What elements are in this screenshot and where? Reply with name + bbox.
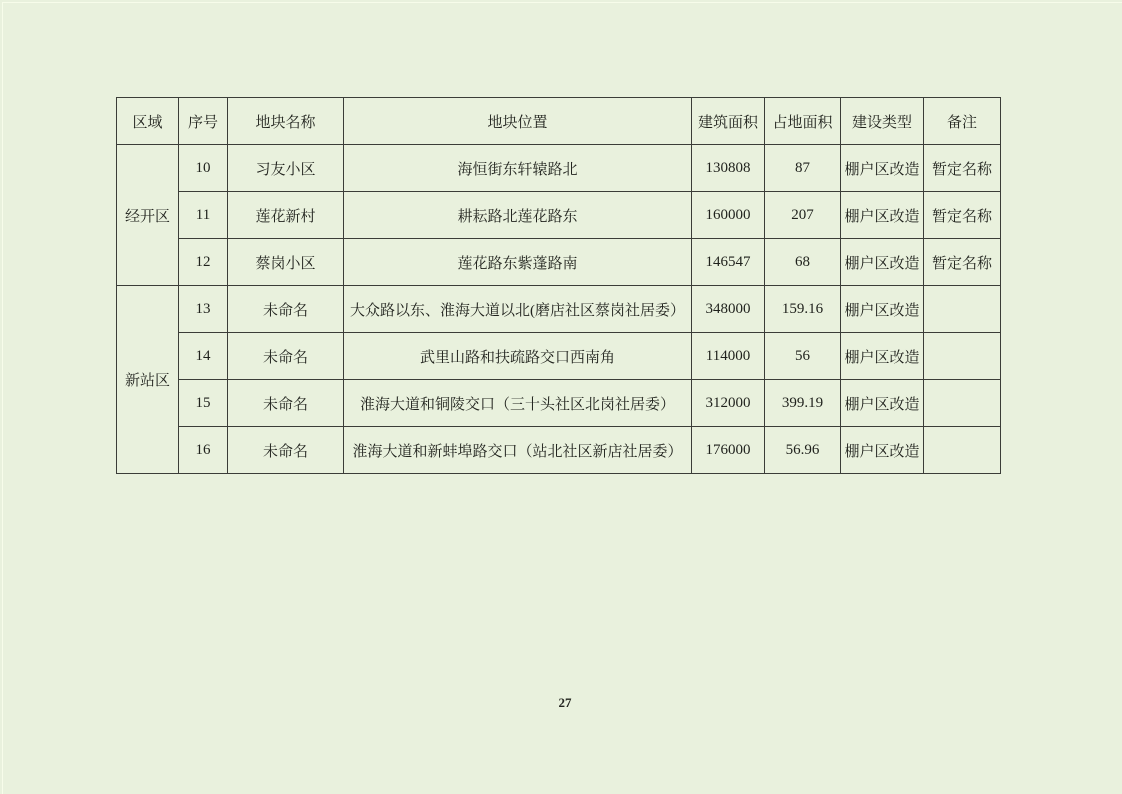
building-area-cell: 130808 [692, 145, 765, 192]
header-land-area: 占地面积 [765, 98, 841, 145]
no-cell: 16 [179, 427, 228, 474]
plot-location-cell: 耕耘路北莲花路东 [344, 192, 692, 239]
construction-type-cell: 棚户区改造 [841, 239, 924, 286]
remark-cell: 暂定名称 [924, 239, 1001, 286]
table-row [117, 239, 1001, 286]
region-cell: 新站区 [117, 286, 179, 474]
no-cell: 10 [179, 145, 228, 192]
header-plot-location: 地块位置 [344, 98, 692, 145]
plot-location-cell: 淮海大道和铜陵交口（三十头社区北岗社居委） [344, 380, 692, 427]
no-cell: 15 [179, 380, 228, 427]
plot-location-cell: 莲花路东紫蓬路南 [344, 239, 692, 286]
land-area-cell: 56 [765, 333, 841, 380]
building-area-cell: 114000 [692, 333, 765, 380]
building-area-cell: 160000 [692, 192, 765, 239]
building-area-cell: 176000 [692, 427, 765, 474]
building-area-cell: 146547 [692, 239, 765, 286]
page-number: 27 [558, 695, 572, 710]
table-row [117, 333, 1001, 380]
building-area-cell: 312000 [692, 380, 765, 427]
plot-name-cell: 未命名 [228, 427, 344, 474]
header-plot-name: 地块名称 [228, 98, 344, 145]
table-row [117, 145, 1001, 192]
land-area-cell: 68 [765, 239, 841, 286]
plot-name-cell: 蔡岗小区 [228, 239, 344, 286]
header-region: 区域 [117, 98, 179, 145]
construction-type-cell: 棚户区改造 [841, 380, 924, 427]
remark-cell [924, 333, 1001, 380]
plot-name-cell: 未命名 [228, 286, 344, 333]
header-construction-type: 建设类型 [841, 98, 924, 145]
region-cell: 经开区 [117, 145, 179, 286]
plot-location-cell: 大众路以东、淮海大道以北(磨店社区蔡岗社居委） [344, 286, 692, 333]
header-row [117, 98, 1001, 145]
construction-type-cell: 棚户区改造 [841, 427, 924, 474]
remark-cell [924, 427, 1001, 474]
construction-type-cell: 棚户区改造 [841, 192, 924, 239]
land-area-cell: 207 [765, 192, 841, 239]
table-body [117, 145, 1001, 474]
header-no: 序号 [179, 98, 228, 145]
plot-location-cell: 淮海大道和新蚌埠路交口（站北社区新店社居委） [344, 427, 692, 474]
no-cell: 11 [179, 192, 228, 239]
plot-name-cell: 莲花新村 [228, 192, 344, 239]
plot-name-cell: 未命名 [228, 333, 344, 380]
land-area-cell: 159.16 [765, 286, 841, 333]
no-cell: 12 [179, 239, 228, 286]
table-row [117, 286, 1001, 333]
land-plots-table [116, 97, 1001, 474]
header-building-area: 建筑面积 [692, 98, 765, 145]
plot-name-cell: 习友小区 [228, 145, 344, 192]
remark-cell [924, 286, 1001, 333]
land-area-cell: 87 [765, 145, 841, 192]
table-row [117, 380, 1001, 427]
land-area-cell: 399.19 [765, 380, 841, 427]
plot-name-cell: 未命名 [228, 380, 344, 427]
remark-cell: 暂定名称 [924, 145, 1001, 192]
plot-location-cell: 海恒街东轩辕路北 [344, 145, 692, 192]
construction-type-cell: 棚户区改造 [841, 333, 924, 380]
no-cell: 13 [179, 286, 228, 333]
construction-type-cell: 棚户区改造 [841, 286, 924, 333]
table-header [117, 98, 1001, 145]
building-area-cell: 348000 [692, 286, 765, 333]
no-cell: 14 [179, 333, 228, 380]
table-row [117, 192, 1001, 239]
land-area-cell: 56.96 [765, 427, 841, 474]
plot-location-cell: 武里山路和扶疏路交口西南角 [344, 333, 692, 380]
table-row [117, 427, 1001, 474]
header-remark: 备注 [924, 98, 1001, 145]
remark-cell [924, 380, 1001, 427]
construction-type-cell: 棚户区改造 [841, 145, 924, 192]
remark-cell: 暂定名称 [924, 192, 1001, 239]
